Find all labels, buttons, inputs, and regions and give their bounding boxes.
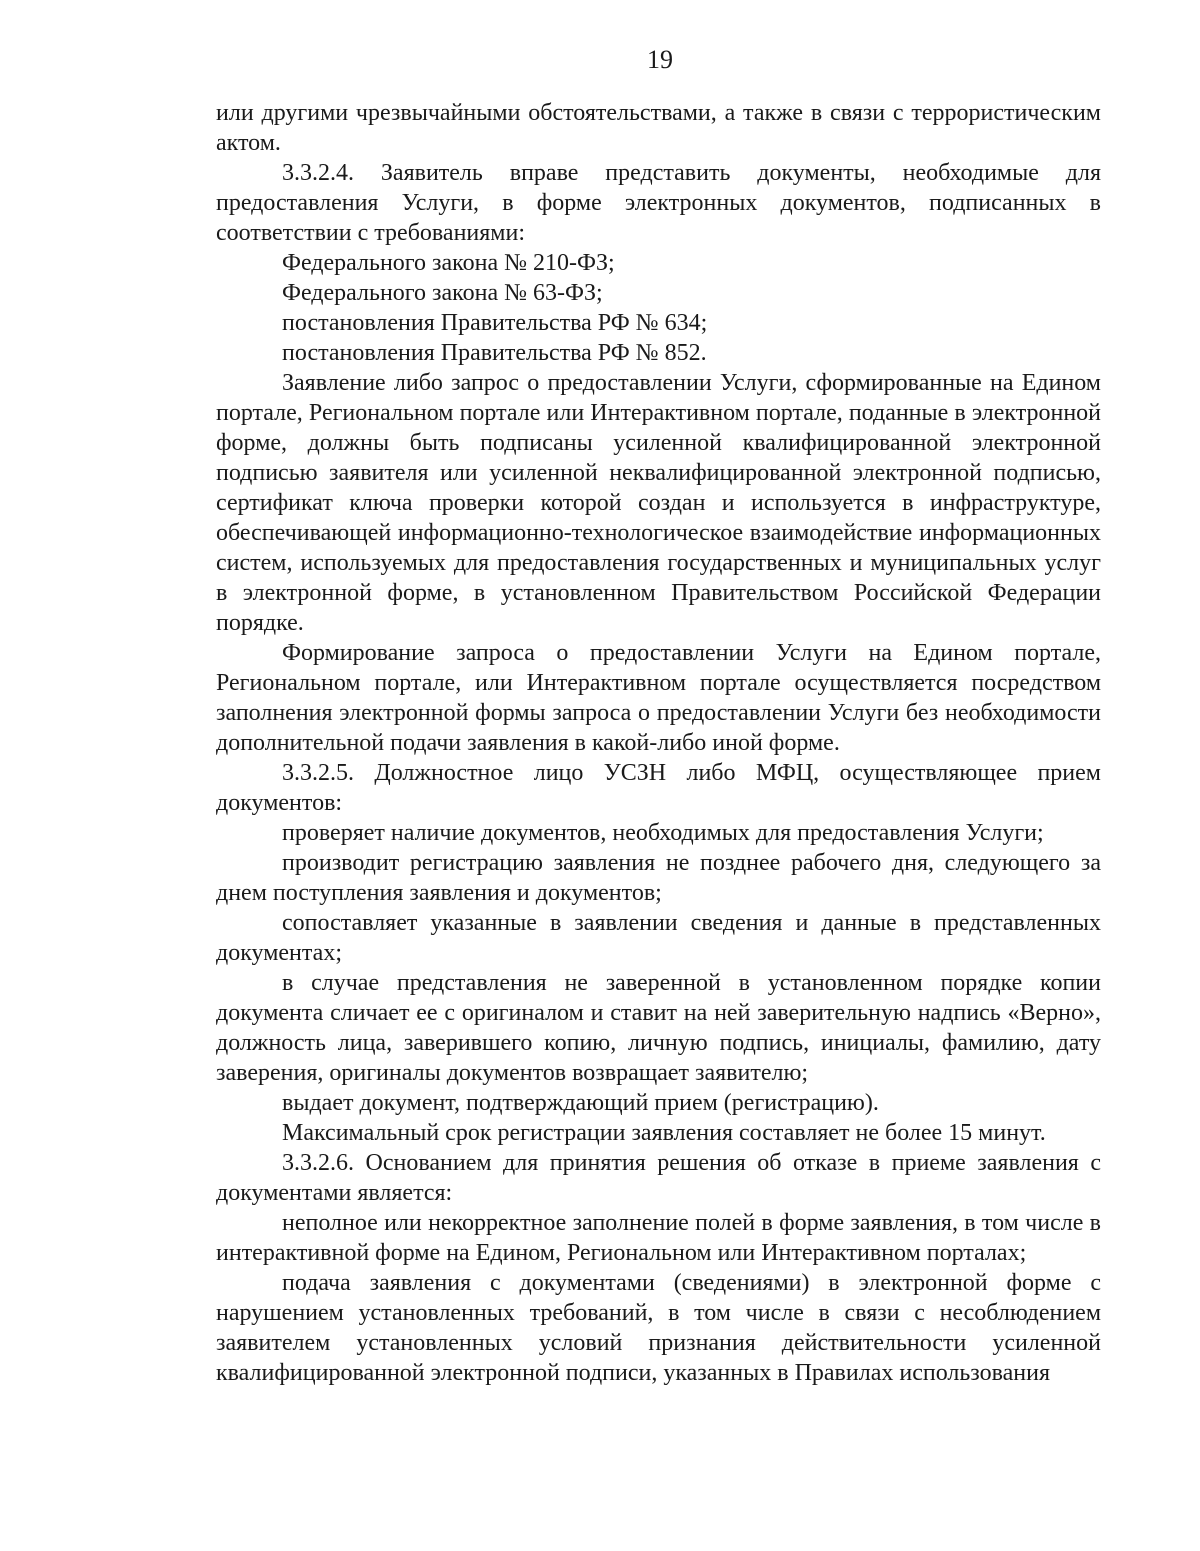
list-item-issues-receipt: выдает документ, подтверждающий прием (регистрацию). xyxy=(282,1090,879,1116)
paragraph-request-forming: Формирование запроса о предоставлении Услуги на Едином портале, Региональном портале, или Интерактивном портале осуществляется посредством заполнения электронной формы запроса о предоставлении Услуги без необходимости дополнительной подачи заявления в какой-либо иной форме. xyxy=(216,640,1101,756)
list-item-resolution-634: постановления Правительства РФ № 634; xyxy=(282,310,708,336)
paragraph-electronic-signature: Заявление либо запрос о предоставлении Услуги, сформированные на Едином портале, Региональном портале или Интерактивном портале, поданные в электронной форме, должны быть подписаны усиленной квалифицированной электронной подписью заявителя или усиленной неквалифицированной электронной подписью, сертификат ключа проверки которой создан и используется в инфраструктуре, обеспечивающей информационно-технологическое взаимодействие информационных систем, используемых для предоставления государственных и муниципальных услуг в электронной форме, в установленном Правительством Российской Федерации порядке. xyxy=(216,370,1101,636)
list-item-federal-law-63: Федерального закона № 63-ФЗ; xyxy=(282,280,603,306)
list-item-registers-application: производит регистрацию заявления не позднее рабочего дня, следующего за днем поступления заявления и документов; xyxy=(216,850,1101,906)
list-item-certifies-copy: в случае представления не заверенной в установленном порядке копии документа сличает ее с оригиналом и ставит на ней заверительную надпись «Верно», должность лица, заверившего копию, личную подпись, инициалы, фамилию, дату заверения, оригиналы документов возвращает заявителю; xyxy=(216,970,1101,1086)
list-item-resolution-852: постановления Правительства РФ № 852. xyxy=(282,340,707,366)
document-body xyxy=(216,98,1101,1388)
paragraph-3-3-2-4: 3.3.2.4. Заявитель вправе представить документы, необходимые для предоставления Услуги, в форме электронных документов, подписанных в соответствии с требованиями: xyxy=(216,160,1101,246)
list-item-requirements-violation: подача заявления с документами (сведениями) в электронной форме с нарушением установленных требований, в том числе в связи с несоблюдением заявителем установленных условий признания действительности усиленной квалифицированной электронной подписи, указанных в Правилах использования xyxy=(216,1270,1101,1386)
list-item-compares-data: сопоставляет указанные в заявлении сведения и данные в представленных документах; xyxy=(216,910,1101,966)
paragraph-continuation: или другими чрезвычайными обстоятельствами, а также в связи с террористическим актом. xyxy=(216,100,1101,156)
list-item-federal-law-210: Федерального закона № 210-ФЗ; xyxy=(282,250,615,276)
paragraph-3-3-2-5: 3.3.2.5. Должностное лицо УСЗН либо МФЦ, осуществляющее прием документов: xyxy=(216,760,1101,816)
list-item-incomplete-form: неполное или некорректное заполнение полей в форме заявления, в том числе в интерактивной форме на Едином, Региональном или Интерактивном порталах; xyxy=(216,1210,1101,1266)
paragraph-3-3-2-6: 3.3.2.6. Основанием для принятия решения об отказе в приеме заявления с документами является: xyxy=(216,1150,1101,1206)
page-number: 19 xyxy=(647,45,673,74)
list-item-checks-documents: проверяет наличие документов, необходимых для предоставления Услуги; xyxy=(282,820,1044,846)
paragraph-registration-time: Максимальный срок регистрации заявления составляет не более 15 минут. xyxy=(282,1120,1046,1146)
